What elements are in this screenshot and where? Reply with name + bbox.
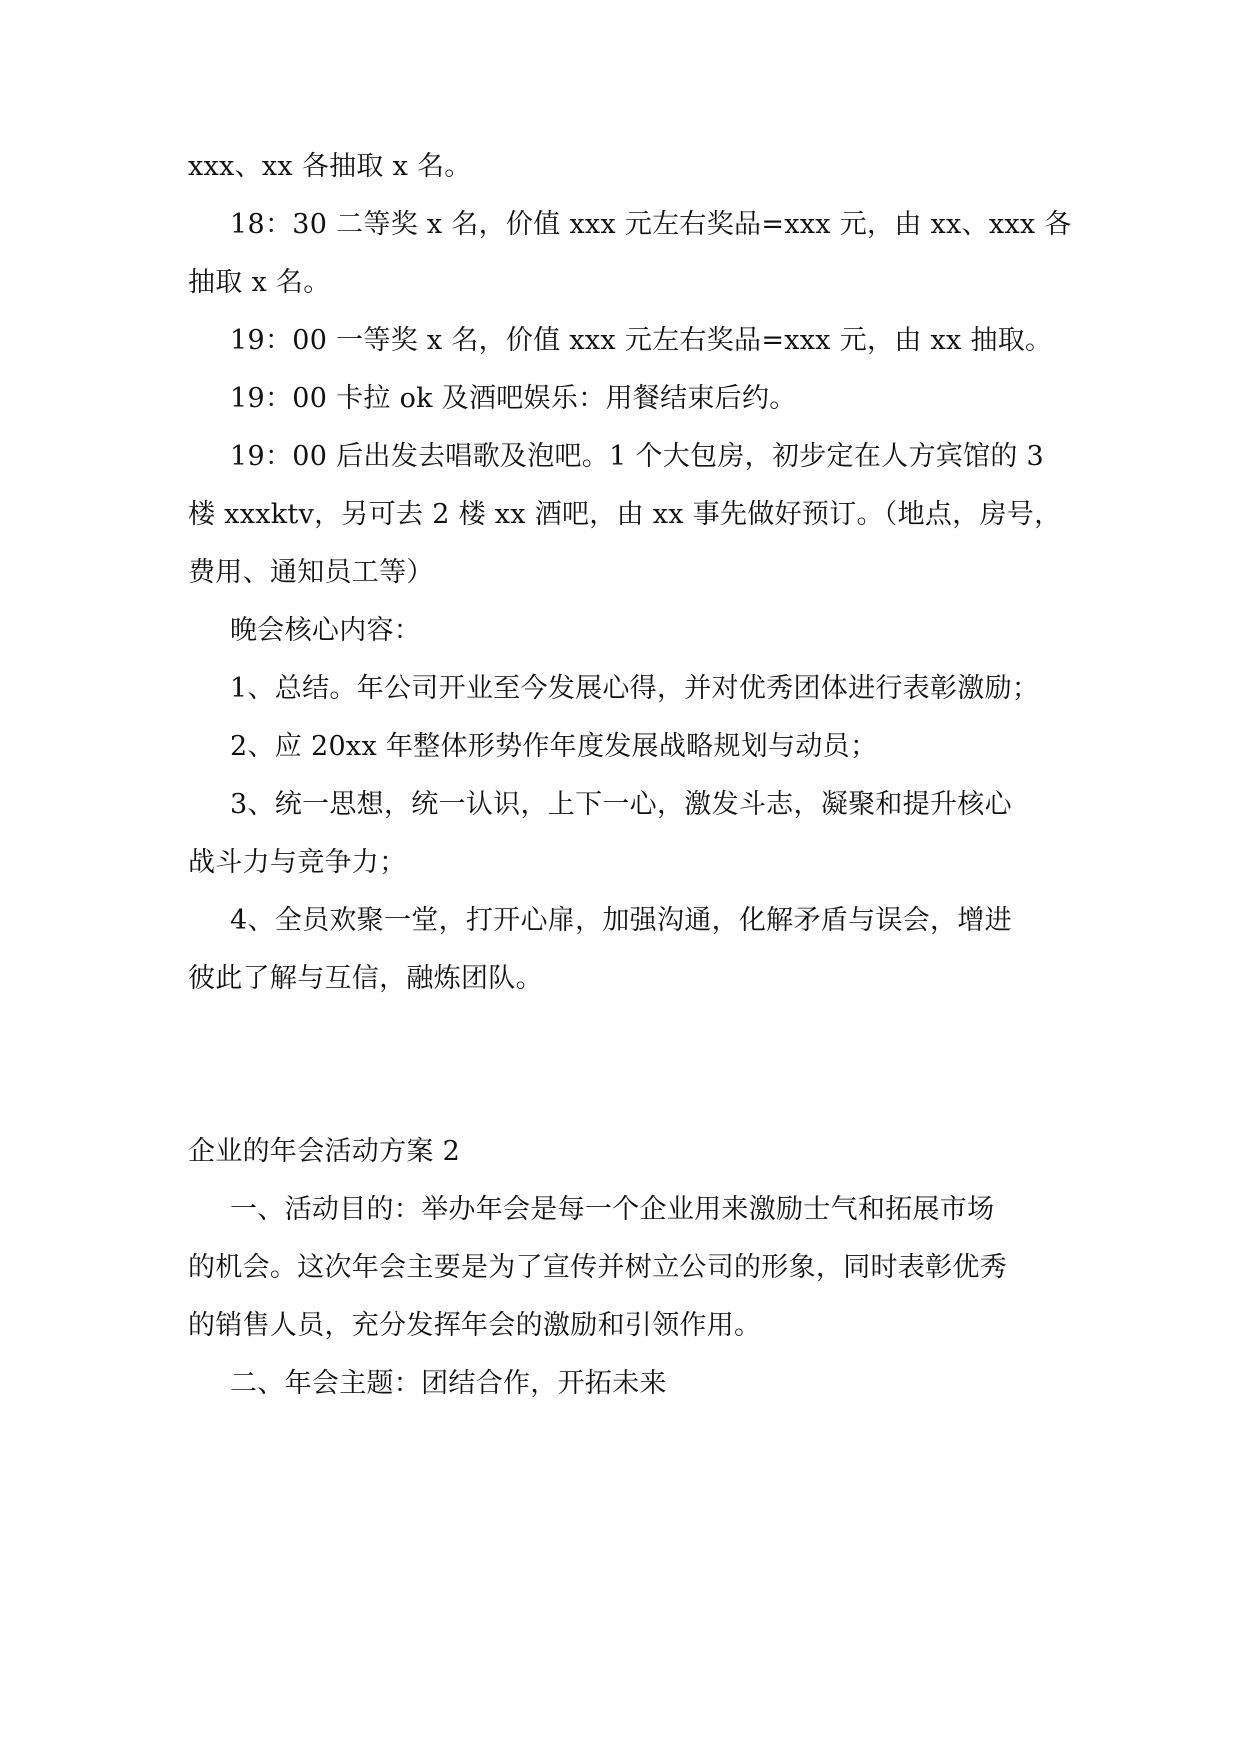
body-line: 楼 xxxktv，另可去 2 楼 xx 酒吧，由 xx 事先做好预订。（地点，房号，	[188, 499, 1062, 530]
body-line: 19：00 一等奖 x 名，价值 xxx 元左右奖品=xxx 元，由 xx 抽取。	[230, 325, 1053, 356]
body-line: 抽取 x 名。	[188, 267, 331, 298]
body-line: 3、统一思想，统一认识，上下一心，激发斗志，凝聚和提升核心	[230, 789, 1012, 820]
body-line: 费用、通知员工等）	[188, 557, 434, 588]
body-line: 4、全员欢聚一堂，打开心扉，加强沟通，化解矛盾与误会，增进	[230, 905, 1012, 936]
body-line: 2、应 20xx 年整体形势作年度发展战略规划与动员；	[230, 731, 878, 762]
body-line: 一、活动目的：举办年会是每一个企业用来激励士气和拓展市场	[230, 1194, 995, 1225]
body-line: 19：00 卡拉 ok 及酒吧娱乐：用餐结束后约。	[230, 383, 797, 414]
body-line: 的机会。这次年会主要是为了宣传并树立公司的形象，同时表彰优秀	[188, 1252, 1007, 1283]
body-line: 1、总结。年公司开业至今发展心得，并对优秀团体进行表彰激励；	[230, 673, 1040, 704]
body-line: 的销售人员，充分发挥年会的激励和引领作用。	[188, 1310, 762, 1341]
body-line: 晚会核心内容：	[230, 615, 422, 646]
body-line: 战斗力与竞争力；	[188, 847, 407, 878]
body-line: xxx、xx 各抽取 x 名。	[188, 151, 472, 182]
body-line: 18：30 二等奖 x 名，价值 xxx 元左右奖品=xxx 元，由 xx、xxx 各	[230, 209, 1072, 240]
section-title: 企业的年会活动方案 2	[188, 1136, 461, 1167]
body-line: 彼此了解与互信，融炼团队。	[188, 963, 543, 994]
body-line: 二、年会主题：团结合作，开拓未来	[230, 1368, 667, 1399]
body-line: 19：00 后出发去唱歌及泡吧。1 个大包房，初步定在人方宾馆的 3	[230, 441, 1045, 472]
